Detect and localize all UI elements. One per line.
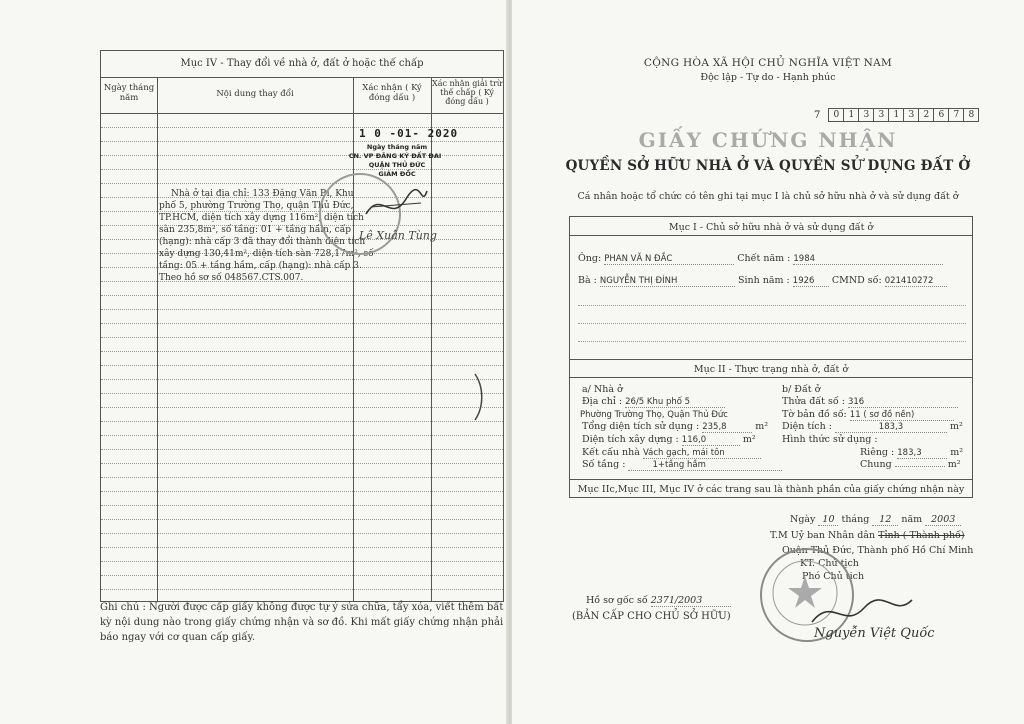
floor-area-row [582, 421, 768, 433]
entry-line: phố 5, phường Trường Thọ, quận Thủ Đức, [159, 201, 354, 211]
floor-area: 235,8 [702, 422, 752, 433]
entry-line: TP.HCM, diện tích xây dựng 116m², diện tích [159, 213, 364, 223]
national-motto: Độc lập - Tự do - Hạnh phúc [700, 72, 836, 83]
build-area-unit: m² [742, 434, 756, 445]
stamp-role: GIÁM ĐỐC [378, 170, 416, 178]
serial-digit: 7 [949, 108, 964, 122]
stamp-office: CN. VP ĐĂNG KÝ ĐẤT ĐAI [348, 152, 442, 160]
house-address-row [582, 396, 725, 408]
map-row [782, 409, 954, 421]
issuer-signature: Nguyễn Việt Quốc [814, 626, 935, 641]
floors: 1+tầng hầm [628, 460, 782, 471]
private-label: Riêng : [860, 447, 895, 458]
house-ward: Phường Trường Thọ, Quận Thủ Đức [580, 410, 728, 420]
stamp-district: QUẬN THỦ ĐỨC [368, 161, 426, 169]
serial-digit: 8 [964, 108, 979, 122]
issue-year-label: năm [901, 514, 923, 525]
changes-table [100, 50, 504, 602]
serial-prefix: 7 [814, 109, 821, 121]
land-heading: b/ Đất ở [782, 384, 821, 395]
file-row [586, 595, 731, 607]
certificate-title: GIẤY CHỨNG NHẬN [638, 128, 898, 152]
file-number: 2371/2003 [651, 595, 731, 607]
floor-area-unit: m² [755, 421, 769, 432]
issue-year: 2003 [925, 514, 961, 526]
serial-digit: 2 [919, 108, 934, 122]
floors-row [582, 459, 782, 471]
stamp-date: 1 0 -01- 2020 [359, 127, 459, 140]
changes-table-header [101, 77, 503, 114]
structure-label: Kết cấu nhà [582, 447, 640, 458]
owner-2-year-label: Sinh năm : [737, 275, 790, 286]
serial-digit: 6 [934, 108, 949, 122]
issue-date-row [790, 514, 961, 526]
issue-day: 10 [818, 514, 838, 526]
shared-label: Chung [860, 459, 892, 470]
serial-digit: 3 [859, 108, 874, 122]
map-label: Tờ bản đồ số: [782, 409, 847, 420]
owner-1-row [578, 253, 943, 265]
entry-line: (hạng): nhà cấp 3 đã thay đổi thành diện tích [159, 237, 366, 247]
entry-line: Nhà ở tại địa chỉ: 133 Đặng Văn Bi, Khu [171, 189, 354, 199]
parcel-row [782, 396, 958, 408]
issue-month: 12 [872, 514, 898, 526]
house-heading: a/ Nhà ở [582, 384, 623, 395]
authority-district: Quận Thủ Đức, Thành phố Hồ Chí Minh [782, 545, 974, 556]
serial-digit: 3 [904, 108, 919, 122]
shared-row [860, 459, 961, 470]
section-footer-note: Mục IIc,Mục III, Mục IV ở các trang sau là thành phần của giấy chứng nhận này [577, 484, 965, 495]
changes-table-body [101, 113, 503, 601]
signer-role-2: Phó Chủ tịch [802, 571, 865, 582]
usage-label: Hình thức sử dụng : [782, 434, 878, 445]
certificate-intro: Cá nhân hoặc tổ chức có tên ghi tại mục I là chủ sở hữu nhà ở và sử dụng đất ở [577, 191, 959, 202]
owner-1-year-label: Chết năm : [737, 253, 791, 264]
stamp-date-label: Ngày tháng năm [366, 143, 428, 151]
owner-1-prefix: Ông: [578, 253, 602, 264]
floors-label: Số tầng : [582, 459, 626, 470]
file-label: Hồ sơ gốc số [586, 595, 648, 606]
owner-1-year: 1984 [793, 254, 943, 265]
authority-struck: Tỉnh ( Thành phố) [878, 530, 965, 541]
map-number: 11 ( sơ đồ nền) [850, 410, 954, 421]
private-area: 183,3 [897, 448, 947, 459]
structure-row [582, 447, 761, 459]
left-page [0, 0, 508, 724]
entry-line: xây dựng 130,41m², diện tích sàn 728,17m², số [159, 249, 374, 259]
right-page [512, 0, 1024, 724]
id-number: 021410272 [885, 276, 947, 287]
shared-area-unit: m² [947, 459, 961, 470]
signature-scribble [361, 179, 431, 229]
stamp-signature: Lê Xuân Tùng [359, 229, 437, 242]
header-content: Nội dung thay đổi [216, 89, 294, 99]
private-area-unit: m² [950, 447, 964, 458]
land-area-row [782, 421, 963, 433]
entry-line: Theo hồ sơ số 048567.CTS.007. [159, 273, 304, 283]
parcel-number: 316 [848, 397, 958, 408]
signer-role-1: KT. Chủ tịch [800, 558, 859, 569]
issuer-scribble [808, 592, 918, 632]
header-date: Ngày tháng năm [103, 83, 155, 103]
margin-bracket-mark [472, 372, 486, 422]
header-confirm: Xác nhận ( Ký đóng dấu ) [362, 83, 422, 103]
issue-date-label: Ngày [790, 514, 816, 525]
serial-number [814, 108, 979, 122]
house-address-label: Địa chỉ : [582, 396, 623, 407]
floor-area-label: Tổng diện tích sử dụng : [582, 421, 700, 432]
entry-line: sàn 235,8m², số tầng: 01 + tầng hầm, cấp [159, 225, 351, 235]
copy-note: (BẢN CẤP CHO CHỦ SỞ HỮU) [572, 611, 731, 622]
certificate-subtitle: QUYỀN SỞ HỮU NHÀ Ở VÀ QUYỀN SỬ DỤNG ĐẤT Ở [565, 158, 971, 174]
build-area-label: Diện tích xây dựng : [582, 434, 679, 445]
serial-digit: 0 [828, 108, 844, 122]
section-i-title: Mục I - Chủ sở hữu nhà ở và sử dụng đất ở [668, 222, 874, 233]
build-area: 116,0 [682, 435, 740, 446]
serial-digit: 3 [874, 108, 889, 122]
section-iv-title: Mục IV - Thay đổi về nhà ở, đất ở hoặc thế chấp [101, 51, 503, 78]
structure: Vách gạch, mái tôn [643, 448, 761, 459]
issue-month-label: tháng [841, 514, 870, 525]
private-row [860, 447, 963, 459]
owner-2-year: 1926 [793, 276, 829, 287]
section-ii-title: Mục II - Thực trạng nhà ở, đất ở [693, 364, 849, 375]
owner-1-name: PHAN VĂ N ĐẮC [604, 254, 734, 265]
land-area-unit: m² [950, 421, 963, 432]
serial-digit: 1 [844, 108, 859, 122]
entry-line: tầng: 05 + tầng hầm, cấp (hạng): nhà cấp 3. [159, 261, 362, 271]
id-label: CMND số: [831, 275, 882, 286]
house-address: 26/5 Khu phố 5 [625, 397, 725, 408]
authority-label: T.M Uỷ ban Nhân dân [770, 530, 876, 541]
footnote: Ghi chú : Người được cấp giấy không được tự ý sửa chữa, tẩy xóa, viết thêm bất kỳ nội dung nào trong giấy chứng nhận và sơ đồ. Khi mất giấy chứng nhận phải báo ngay với cơ quan cấp giấy. [100, 602, 504, 643]
republic-header: CỘNG HÒA XÃ HỘI CHỦ NGHĨA VIỆT NAM [643, 57, 893, 69]
build-area-row [582, 434, 756, 446]
serial-digit: 1 [889, 108, 904, 122]
ownership-table [569, 216, 973, 498]
owner-2-row [578, 275, 947, 287]
header-release: Xác nhận giải trừ thế chấp ( Ký đóng dấu ) [432, 79, 502, 106]
land-area-label: Diện tích : [782, 421, 832, 432]
owner-2-prefix: Bà : [578, 275, 597, 286]
authority-row [770, 530, 965, 541]
land-area: 183,3 [835, 422, 947, 433]
owner-2-name: NGUYỄN THỊ ĐÍNH [600, 276, 735, 287]
parcel-label: Thửa đất số : [782, 396, 845, 407]
